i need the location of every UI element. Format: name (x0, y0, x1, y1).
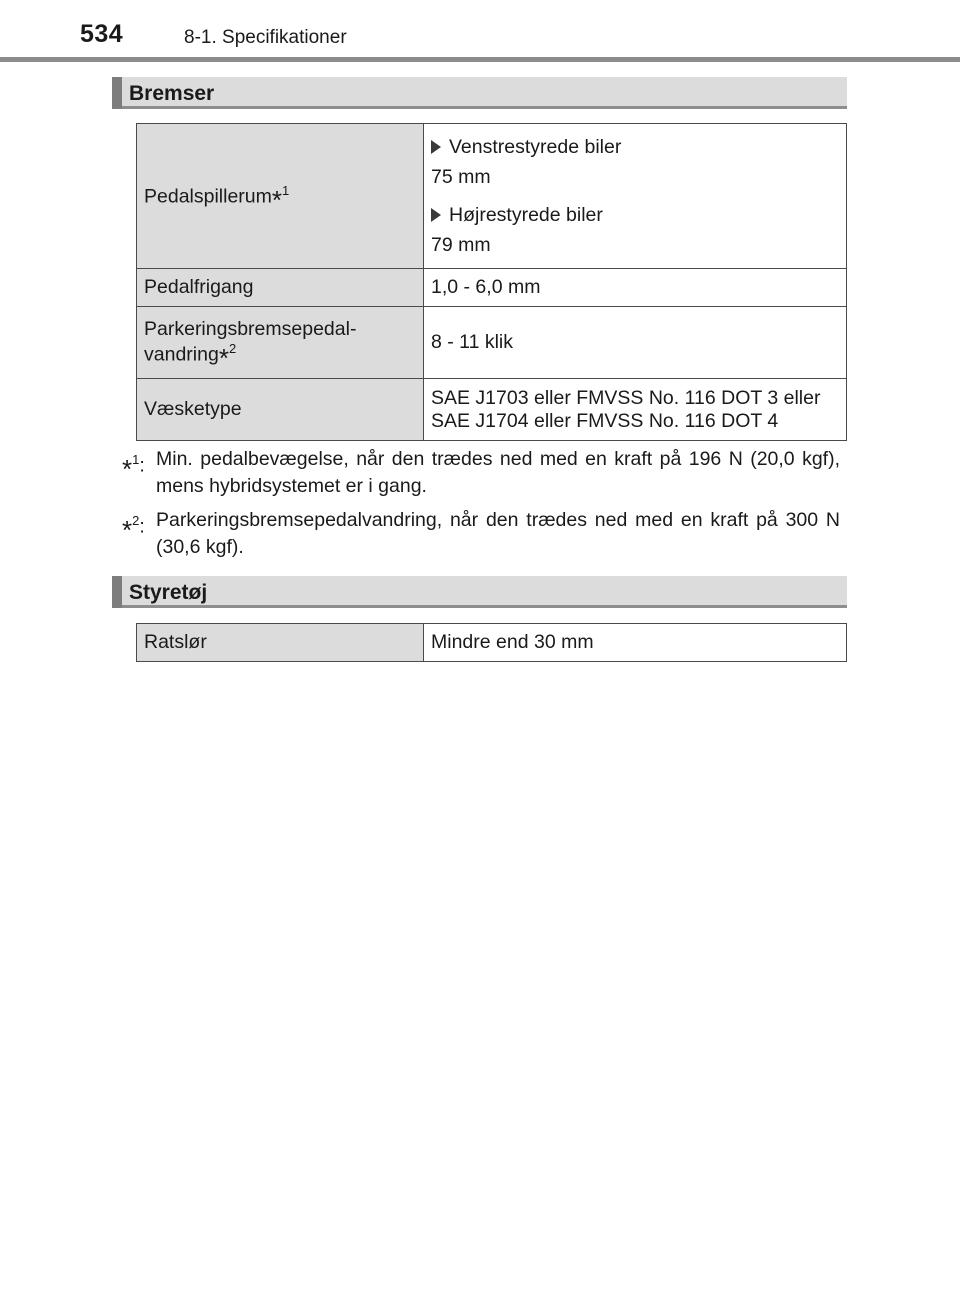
variant-value: 75 mm (431, 165, 491, 188)
footnote-colon: : (139, 515, 145, 538)
section-accent (112, 77, 122, 109)
section-accent (112, 576, 122, 608)
spec-value (424, 124, 847, 269)
footnote-star: * (122, 453, 133, 484)
table-row (137, 307, 847, 379)
spec-key-text: Pedalspillerum (144, 185, 272, 208)
footnote-mark: * (218, 342, 229, 373)
spec-key-line: vandring (144, 343, 219, 366)
variant-label-text: Højrestyrede biler (449, 203, 603, 226)
footnote-marker (122, 507, 145, 545)
footnote (122, 507, 840, 561)
section-heading-brakes (112, 77, 847, 109)
footnote-mark: * (271, 184, 283, 215)
footnote-ref: 1 (282, 183, 290, 199)
triangle-bullet-icon (431, 140, 441, 154)
triangle-bullet-icon (431, 208, 441, 222)
table-row (137, 624, 847, 662)
table-row (137, 269, 847, 307)
spec-value-line: SAE J1703 eller FMVSS No. 116 DOT 3 eller (431, 386, 821, 409)
footnote-text: Parkeringsbremsepedalvandring, når den trædes ned med en kraft på 300 N (30,6 kgf). (156, 509, 840, 558)
section-heading-steering (112, 576, 847, 608)
spec-value: 8 - 11 klik (424, 307, 847, 379)
variant-value: 79 mm (431, 233, 491, 256)
footnote-ref: 2 (228, 341, 237, 357)
spec-key (137, 124, 424, 269)
page-header (0, 0, 960, 62)
page-number: 534 (80, 20, 124, 48)
table-row (137, 379, 847, 441)
spec-value: Mindre end 30 mm (424, 624, 847, 662)
variant-label (431, 200, 839, 230)
variant-label-text: Venstrestyrede biler (449, 135, 622, 158)
footnote-marker (122, 446, 145, 484)
footnote-colon: : (139, 454, 145, 477)
spec-key: Pedalfrigang (137, 269, 424, 307)
section-title: Bremser (129, 82, 215, 105)
section-title: Styretøj (129, 581, 208, 604)
spec-key: Ratslør (137, 624, 424, 662)
footnote-text: Min. pedalbevægelse, når den trædes ned med en kraft på 196 N (20,0 kgf), mens hybridsystemet er i gang. (156, 448, 840, 497)
spec-key (137, 307, 424, 379)
spec-key-line: Parkeringsbremsepedal- (144, 318, 357, 341)
footnote-number: 2 (132, 513, 140, 528)
chapter-title: 8-1. Specifikationer (184, 27, 347, 48)
spec-key: Væsketype (137, 379, 424, 441)
brakes-spec-table (136, 123, 847, 441)
table-row (137, 124, 847, 269)
steering-spec-table (136, 623, 847, 662)
variant-label (431, 132, 839, 162)
spec-value-line: SAE J1704 eller FMVSS No. 116 DOT 4 (431, 409, 779, 432)
spec-value (424, 379, 847, 441)
footnote (122, 446, 840, 500)
spec-value: 1,0 - 6,0 mm (424, 269, 847, 307)
footnote-star: * (122, 514, 133, 545)
footnote-number: 1 (132, 452, 140, 467)
header-rule (0, 57, 960, 62)
